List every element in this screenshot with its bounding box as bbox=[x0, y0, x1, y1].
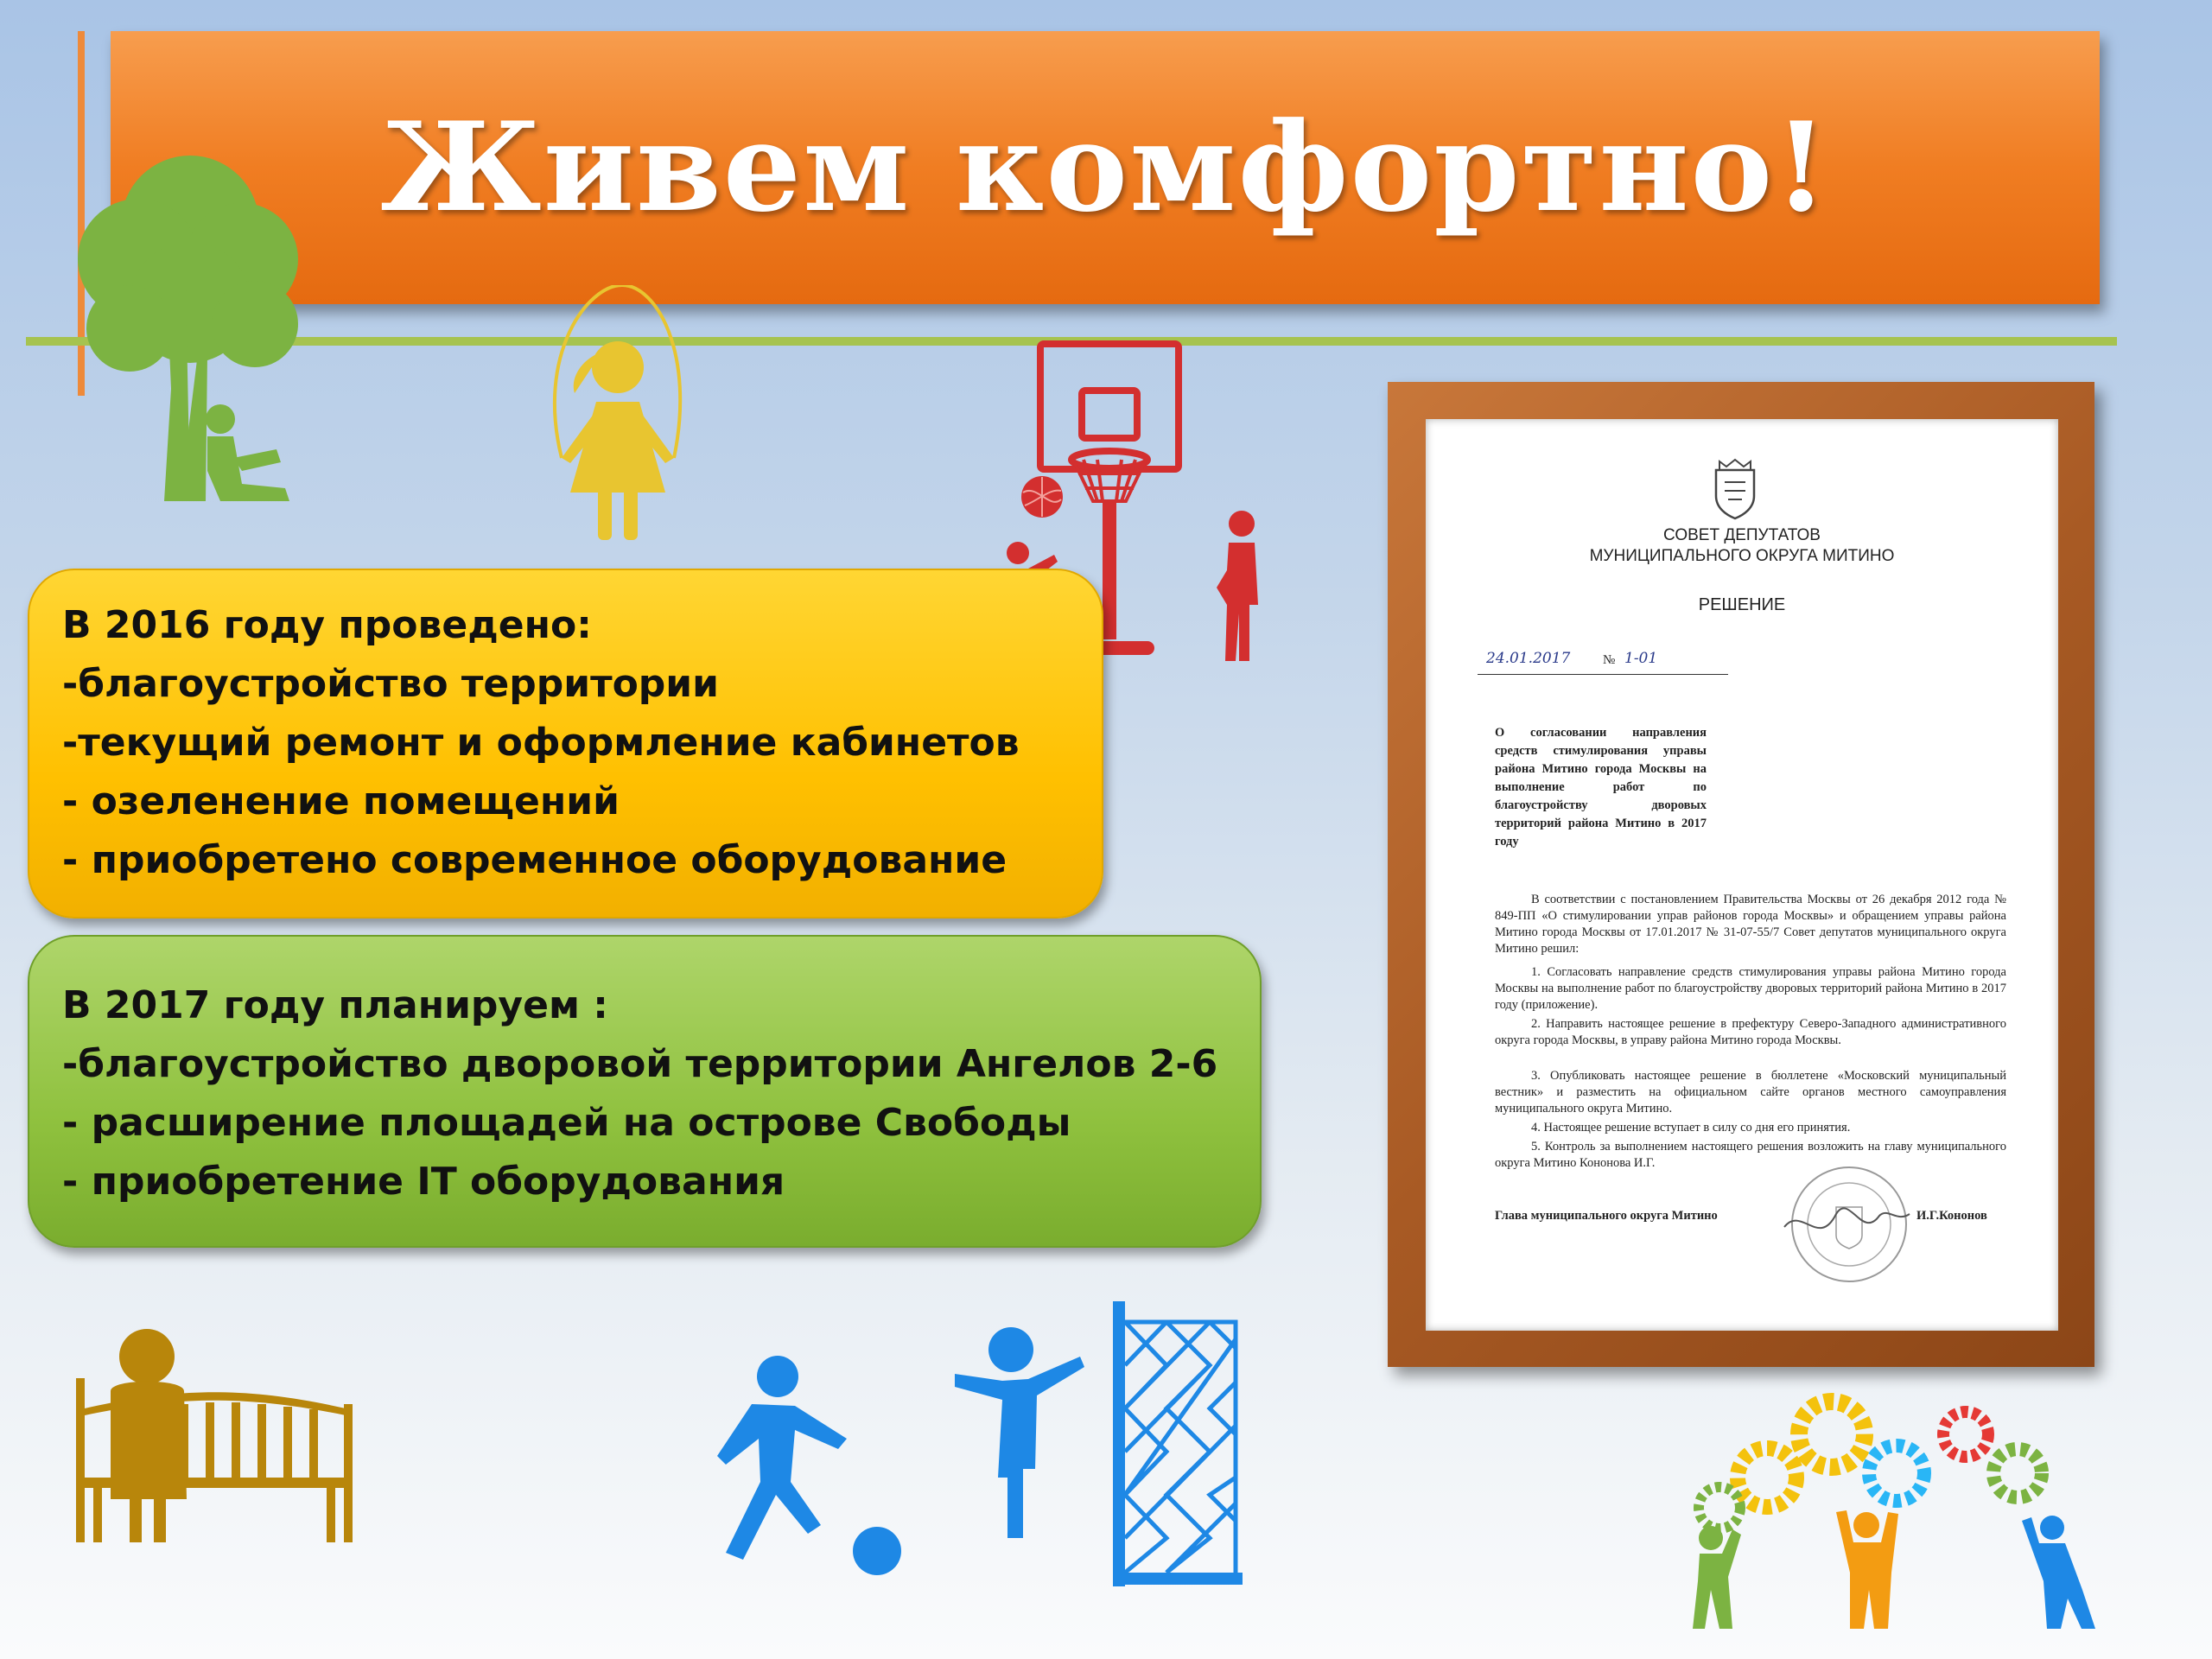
document-paragraph: 2. Направить настоящее решение в префектуру Северо-Западного административного округа города Москвы, в управу района Митино города Москвы. bbox=[1495, 1017, 2006, 1047]
document-paragraph: 4. Настоящее решение вступает в силу со дня его принятия. bbox=[1531, 1121, 1851, 1135]
slide-title: Живем комфортно! bbox=[380, 96, 1830, 239]
document-org-line2: МУНИЦИПАЛЬНОГО ОКРУГА МИТИНО bbox=[1589, 547, 1895, 565]
official-seal-icon bbox=[1767, 1154, 1923, 1292]
bench-person-icon bbox=[76, 1326, 361, 1547]
document-signature-title: Глава муниципального округа Митино bbox=[1495, 1209, 1718, 1223]
list-item: - приобретено современное оборудование bbox=[62, 838, 1007, 882]
tree-reader-icon bbox=[69, 130, 311, 510]
list-item: - озеленение помещений bbox=[62, 779, 620, 823]
document-number: 1-01 bbox=[1624, 650, 1658, 667]
box-2016-heading: В 2016 году проведено: bbox=[62, 603, 592, 647]
soccer-player-icon bbox=[700, 1352, 907, 1577]
goalkeeper-icon bbox=[950, 1296, 1244, 1590]
teamwork-gears-icon bbox=[1681, 1382, 2104, 1633]
document-type: РЕШЕНИЕ bbox=[1698, 595, 1786, 614]
list-item: - расширение площадей на острове Свободы bbox=[62, 1101, 1071, 1145]
list-item: -благоустройство дворовой территории Ангелов 2-6 bbox=[62, 1042, 1218, 1086]
document-paragraph: 1. Согласовать направление средств стимулирования управы района Митино города Москвы на выполнение работ по благоустройству дворовых территорий района Митино в 2017 году (приложение). bbox=[1495, 965, 2006, 1012]
coat-of-arms-icon bbox=[1709, 458, 1761, 520]
document-paragraph: 5. Контроль за выполнением настоящего решения возложить на главу муниципального округа Митино Кононова И.Г. bbox=[1495, 1140, 2006, 1170]
jump-rope-girl-icon bbox=[536, 285, 700, 562]
document-subject: О согласовании направления средств стимулирования управы района Митино города Москвы на выполнение работ по благоустройству дворовых территорий района Митино в 2017 году bbox=[1495, 726, 1707, 849]
document-date: 24.01.2017 bbox=[1486, 650, 1571, 667]
list-item: -благоустройство территории bbox=[62, 662, 719, 706]
box-2017-heading: В 2017 году планируем : bbox=[62, 983, 608, 1027]
document-paragraph: 3. Опубликовать настоящее решение в бюллетене «Московский муниципальный вестник» и разместить на официальном сайте органов местного самоуправления муниципального округа Митино. bbox=[1495, 1069, 2006, 1116]
document-signature-name: И.Г.Кононов bbox=[1916, 1209, 1987, 1223]
document-number-prefix: № bbox=[1603, 653, 1616, 667]
document-paragraph: В соответствии с постановлением Правительства Москвы от 26 декабря 2012 года № 849-ПП «О стимулировании управ районов города Москвы» и обращением управы района Митино города Москвы от 17.01.2017 № 31-07-55/7 Совет депутатов муниципального округа Митино решил: bbox=[1495, 893, 2006, 956]
list-item: - приобретение IT оборудования bbox=[62, 1160, 785, 1204]
list-item: -текущий ремонт и оформление кабинетов bbox=[62, 721, 1020, 765]
document-org-line1: СОВЕТ ДЕПУТАТОВ bbox=[1663, 526, 1821, 544]
